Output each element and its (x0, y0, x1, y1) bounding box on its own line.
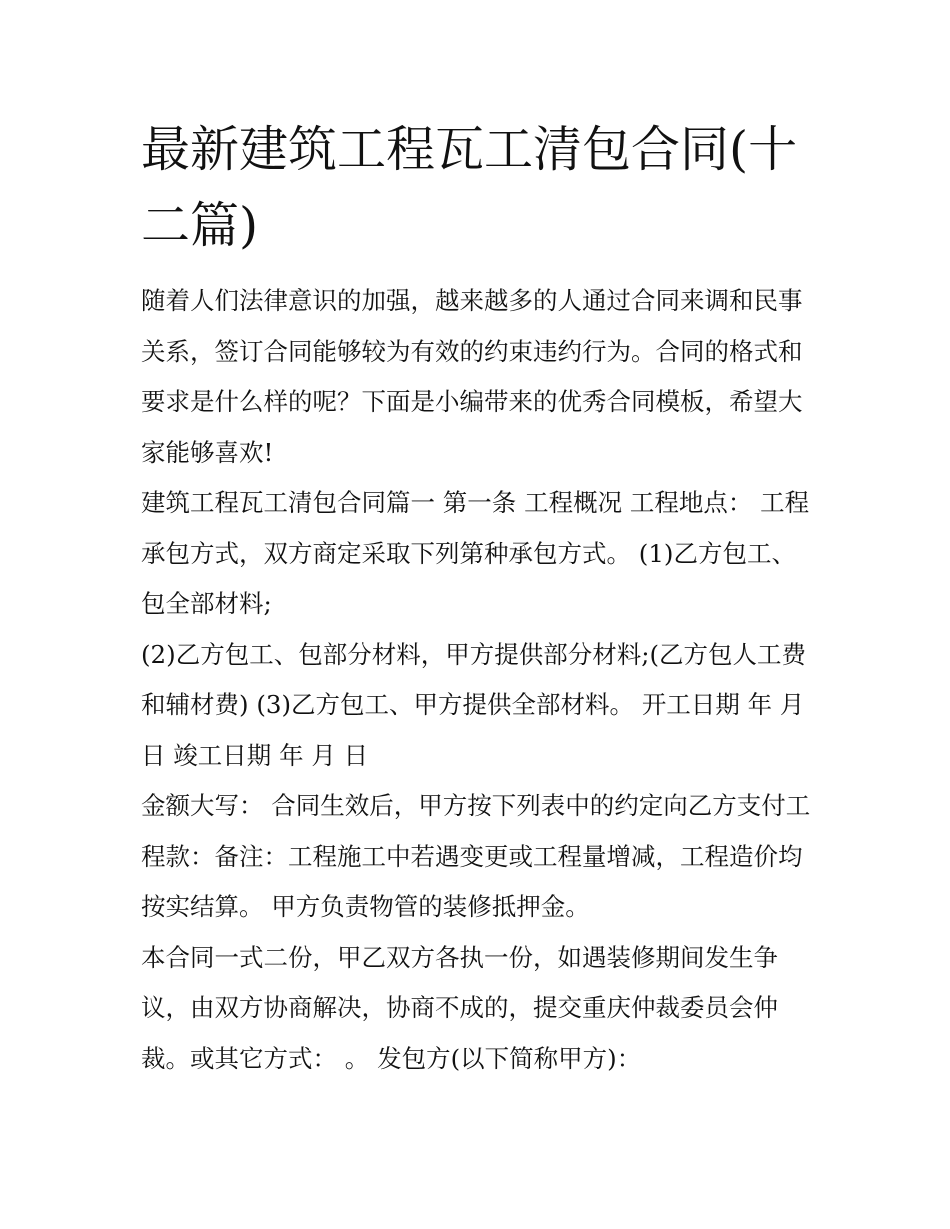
document-title: 最新建筑工程瓦工清包合同(十二篇) (141, 121, 798, 254)
paragraph-contract-mode: (2)乙方包工、包部分材料，甲方提供部分材料;(乙方包人工费和辅材费) (3)乙方包工、甲方提供全部材料。 开工日期 年 月 日 竣工日期 年 月 日 (141, 639, 807, 770)
document-body (141, 276, 813, 1084)
paragraph-project-overview: 建筑工程瓦工清包合同篇一 第一条 工程概况 工程地点： 工程承包方式，双方商定采取下列第种承包方式。 (1)乙方包工、包全部材料; (141, 488, 810, 618)
document-page (141, 112, 813, 1084)
paragraph-payment: 金额大写： 合同生效后，甲方按下列表中的约定向乙方支付工程款：备注：工程施工中若遇变更或工程量增减，工程造价均按实结算。 甲方负责物管的装修抵押金。 (141, 791, 811, 921)
paragraph-copies: 本合同一式二份，甲乙双方各执一份，如遇装修期间发生争议，由双方协商解决，协商不成的，提交重庆仲裁委员会仲裁。或其它方式： 。 发包方(以下简称甲方)： (141, 942, 778, 1073)
paragraph-intro: 随着人们法律意识的加强，越来越多的人通过合同来调和民事关系，签订合同能够较为有效的约束违约行为。合同的格式和要求是什么样的呢？下面是小编带来的优秀合同模板，希望大家能够喜欢! (141, 286, 803, 467)
